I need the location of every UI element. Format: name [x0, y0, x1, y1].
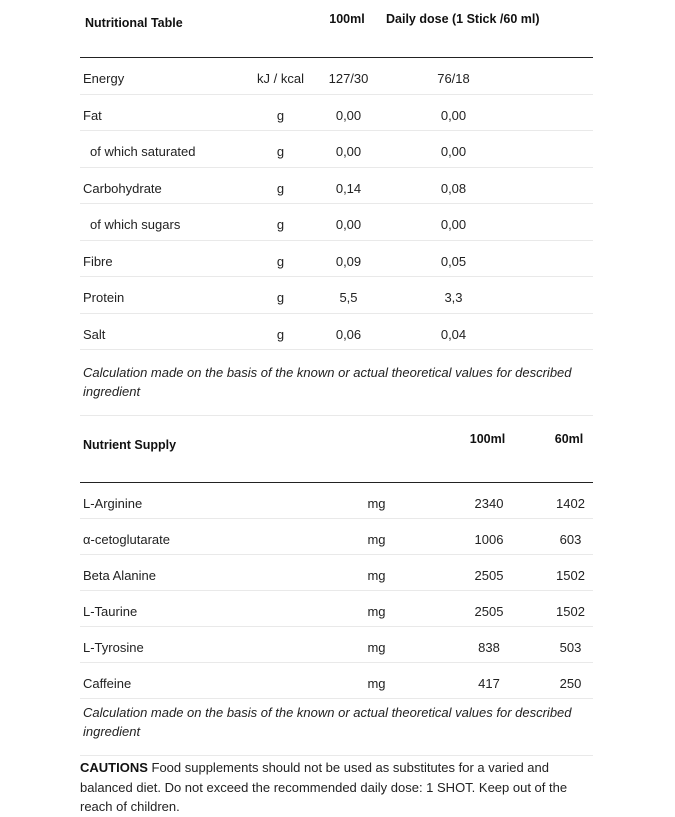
nutritional-table-title: Nutritional Table — [85, 16, 183, 30]
value-daily-dose: 0,00 — [440, 107, 467, 123]
nutrient-name: α-cetoglutarate — [83, 532, 171, 547]
nutrient-name: L-Taurine — [83, 604, 138, 619]
col-header-60ml: 60ml — [554, 432, 584, 446]
nutrient-name: Fat — [83, 107, 102, 123]
nutrient-name: Energy — [83, 71, 125, 86]
nutrient-unit: mg — [367, 676, 386, 691]
calculation-note: Calculation made on the basis of the known or actual theoretical values for described ingredient — [83, 705, 572, 739]
nutrition-row — [80, 131, 593, 168]
value-100ml: 0,06 — [335, 326, 362, 342]
value-60ml: 1402 — [556, 496, 585, 511]
nutrient-unit: mg — [367, 496, 386, 511]
nutrient-unit: g — [276, 180, 285, 196]
nutrition-row — [80, 277, 593, 314]
value-100ml: 2505 — [474, 568, 504, 583]
nutrition-row — [80, 240, 593, 277]
value-100ml: 1006 — [474, 532, 504, 547]
nutrient-supply-row — [80, 663, 593, 699]
calculation-note: Calculation made on the basis of the known or actual theoretical values for described ingredient — [83, 365, 572, 399]
nutrient-supply-row — [80, 519, 593, 555]
nutrient-supply-title: Nutrient Supply — [83, 438, 177, 452]
col-header-100ml: 100ml — [329, 12, 365, 26]
nutrient-name: Caffeine — [83, 676, 132, 691]
nutrition-row — [80, 94, 593, 131]
nutrient-name: Fibre — [83, 253, 113, 269]
calculation-note-row — [80, 699, 593, 756]
nutrient-unit: kJ / kcal — [257, 71, 304, 86]
value-60ml: 1502 — [556, 568, 585, 583]
value-60ml: 503 — [559, 640, 582, 655]
nutrient-unit: mg — [367, 604, 386, 619]
value-100ml: 417 — [478, 676, 500, 691]
cautions-text — [80, 758, 593, 817]
nutrient-name: Salt — [83, 326, 106, 342]
nutrition-row — [80, 58, 593, 95]
value-100ml: 0,00 — [335, 217, 362, 232]
value-100ml: 0,09 — [335, 253, 362, 269]
value-60ml: 603 — [559, 532, 582, 547]
value-100ml: 0,14 — [335, 180, 362, 196]
nutrition-document — [80, 0, 593, 817]
nutrient-unit: g — [276, 326, 285, 342]
cautions-label: CAUTIONS — [80, 760, 148, 775]
value-100ml: 0,00 — [335, 107, 362, 123]
nutrient-name: of which saturated — [90, 144, 196, 159]
nutrient-name: Protein — [83, 290, 125, 305]
nutrient-name: Beta Alanine — [83, 568, 157, 583]
nutrient-unit: g — [276, 107, 285, 123]
nutrient-supply-row — [80, 483, 593, 519]
nutrient-supply-row — [80, 591, 593, 627]
col-header-100ml: 100ml — [469, 432, 506, 446]
value-daily-dose: 0,04 — [440, 326, 467, 342]
nutrient-supply-row — [80, 555, 593, 591]
value-daily-dose: 76/18 — [437, 71, 470, 86]
nutrition-row — [80, 167, 593, 204]
cautions-body: Food supplements should not be used as substitutes for a varied and balanced diet. Do not exceed the recommended daily dose: 1 SHOT. Keep out of the reach of children. — [80, 760, 568, 814]
nutrient-unit: g — [276, 253, 285, 269]
nutrient-supply-table — [80, 416, 593, 756]
value-100ml: 0,00 — [335, 144, 362, 159]
nutrient-name: L-Tyrosine — [83, 640, 144, 655]
nutritional-table-header — [80, 0, 593, 58]
nutrient-supply-header — [80, 416, 593, 483]
value-60ml: 1502 — [556, 604, 585, 619]
nutrient-unit: g — [276, 217, 285, 232]
nutrition-row — [80, 313, 593, 350]
value-daily-dose: 0,00 — [440, 217, 467, 232]
value-daily-dose: 0,00 — [440, 144, 467, 159]
value-daily-dose: 3,3 — [444, 290, 463, 305]
nutrient-name: L-Arginine — [83, 496, 143, 511]
nutrient-unit: g — [276, 144, 285, 159]
col-header-daily-dose: Daily dose (1 Stick /60 ml) — [386, 12, 540, 26]
value-100ml: 127/30 — [328, 71, 369, 86]
value-daily-dose: 0,08 — [440, 180, 467, 196]
nutrient-unit: g — [276, 290, 285, 305]
value-100ml: 2505 — [474, 604, 504, 619]
nutrient-name: Carbohydrate — [83, 180, 162, 196]
value-100ml: 5,5 — [339, 290, 358, 305]
value-100ml: 838 — [478, 640, 500, 655]
nutritional-table — [80, 0, 593, 416]
nutrient-unit: mg — [367, 640, 386, 655]
nutrient-unit: mg — [367, 532, 386, 547]
calculation-note-row — [80, 350, 593, 416]
value-60ml: 250 — [559, 676, 582, 691]
nutrient-supply-row — [80, 627, 593, 663]
nutrient-name: of which sugars — [90, 217, 181, 232]
nutrient-unit: mg — [367, 568, 386, 583]
value-100ml: 2340 — [474, 496, 504, 511]
nutrition-row — [80, 204, 593, 241]
value-daily-dose: 0,05 — [440, 253, 467, 269]
